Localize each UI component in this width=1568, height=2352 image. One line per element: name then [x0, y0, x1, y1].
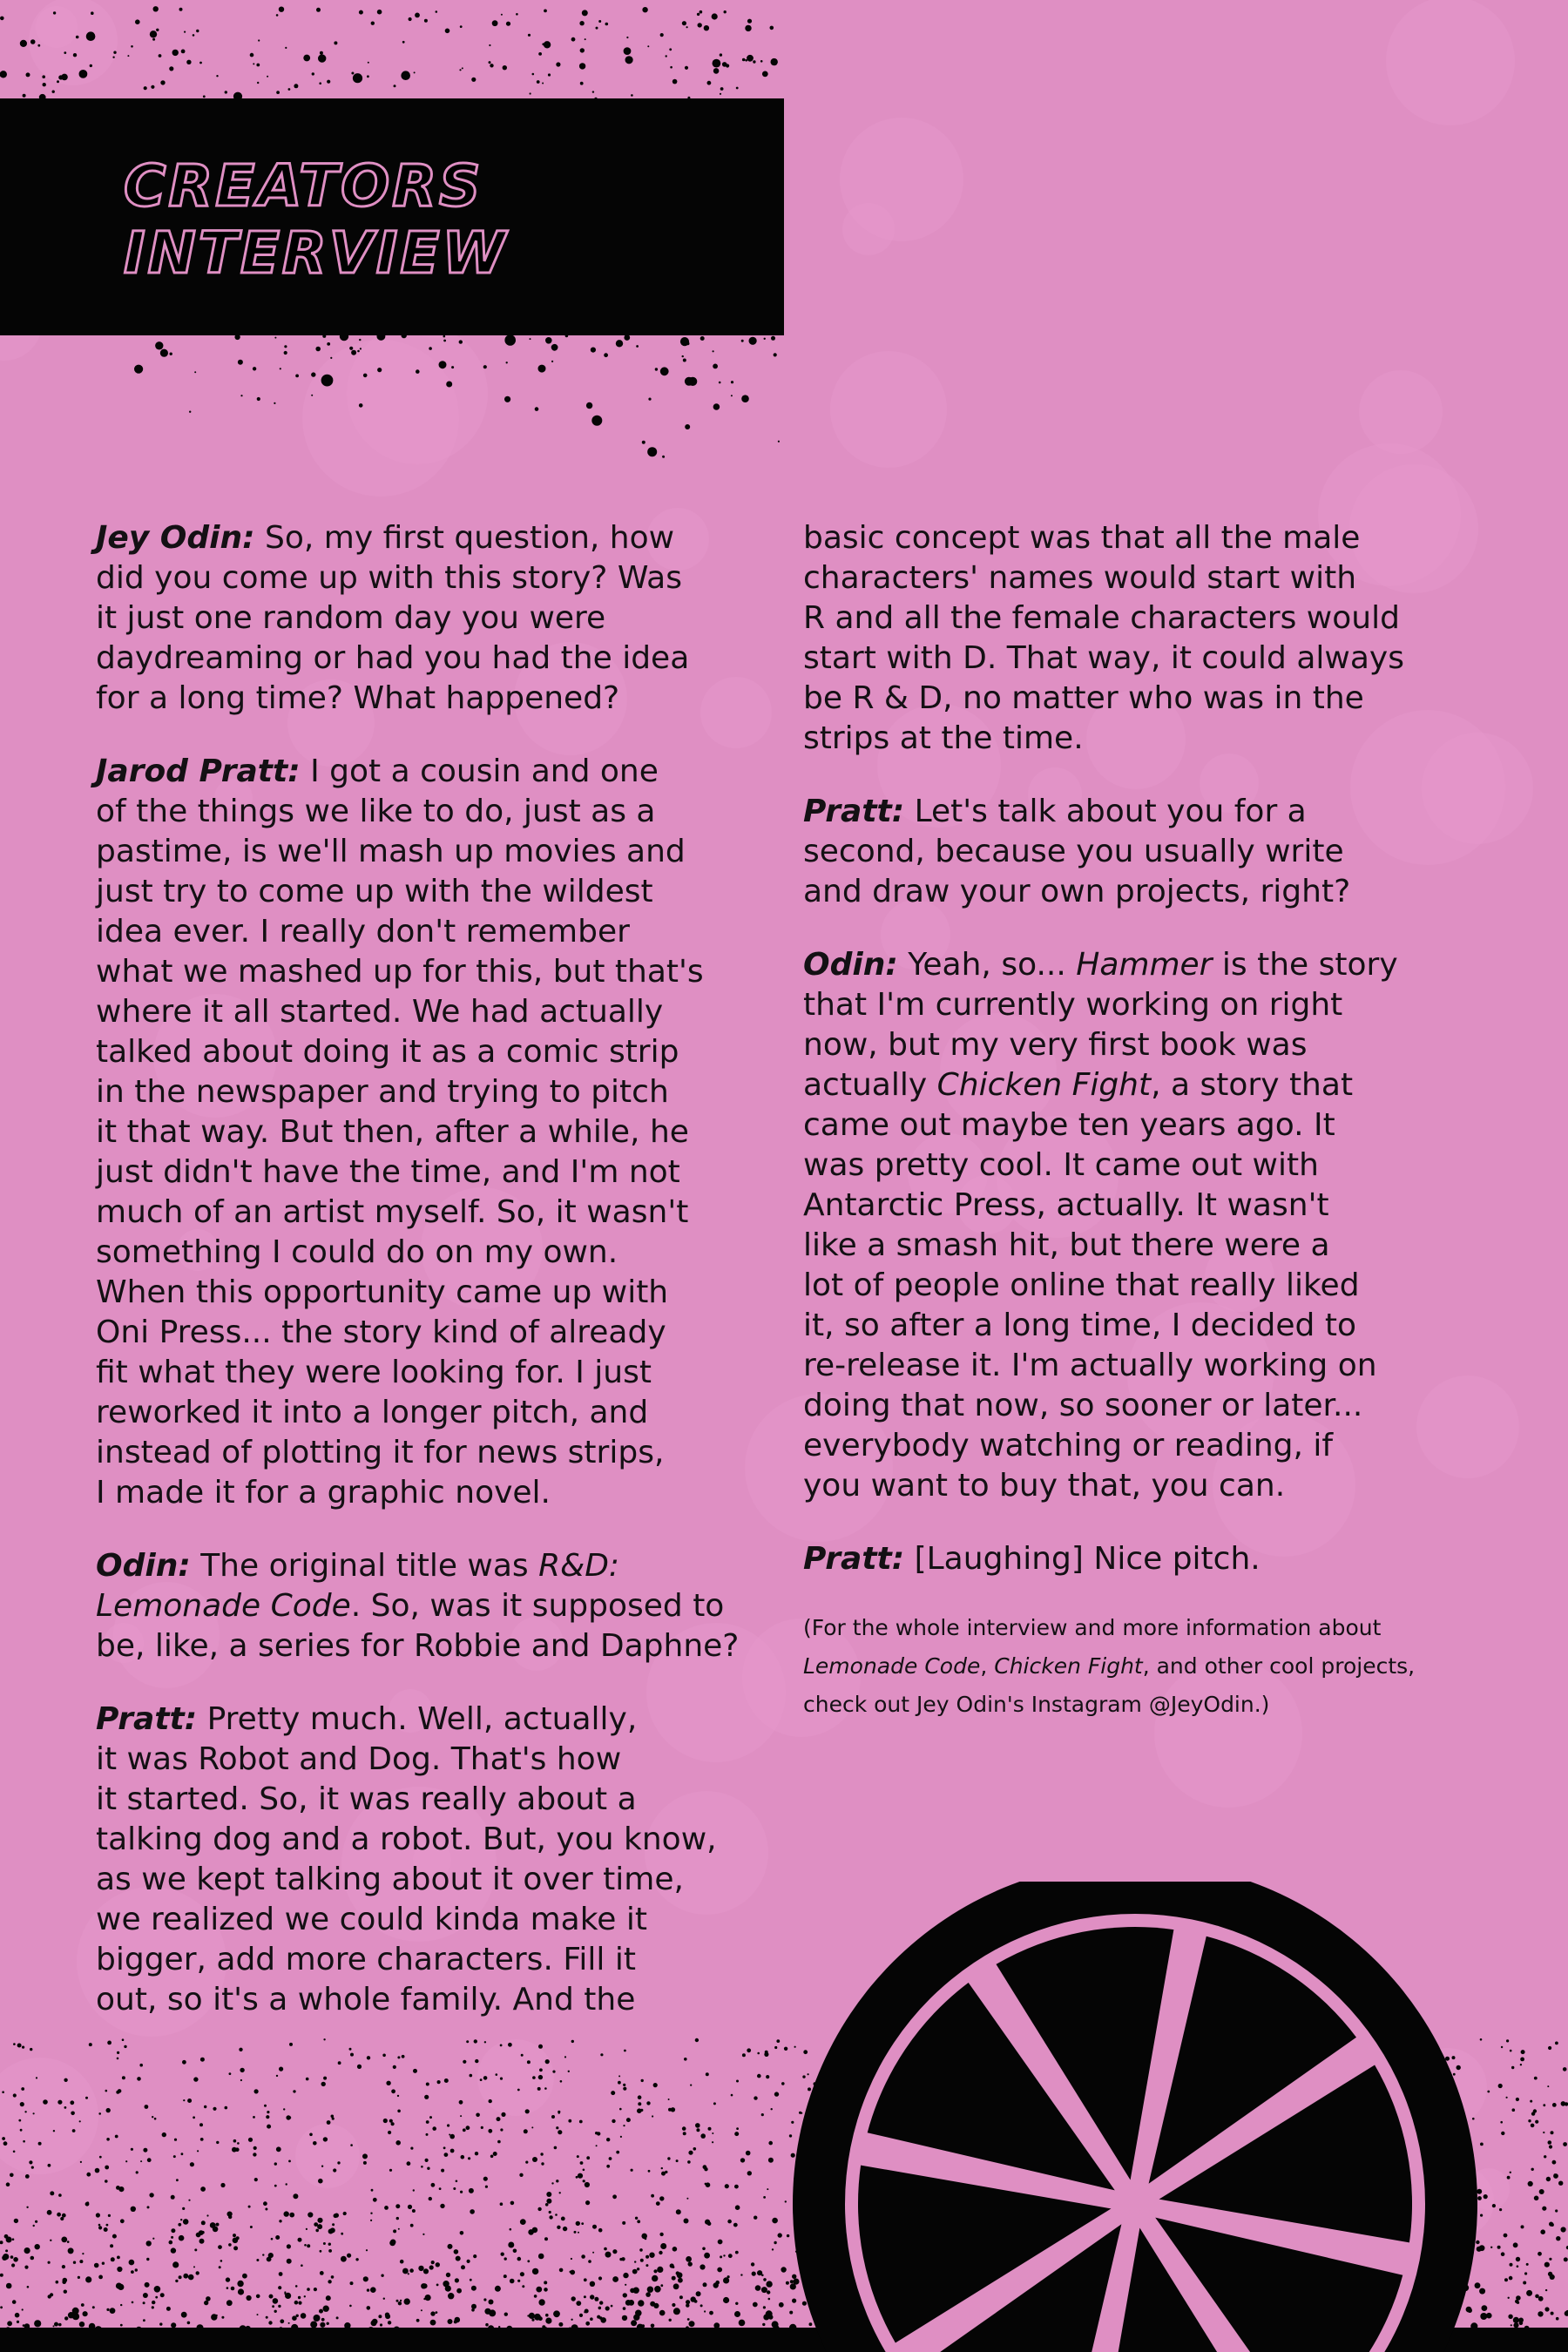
text-line: where it all started. We had actually: [96, 994, 664, 1030]
interview-paragraph: [96, 518, 767, 719]
text-line: ,: [980, 1653, 995, 1679]
book-title: R&D:: [538, 1548, 620, 1584]
text-line: it was Robot and Dog. That's how: [96, 1741, 622, 1777]
speaker-label: Odin:: [803, 947, 898, 983]
text-line: be, like, a series for Robbie and Daphne?: [96, 1628, 740, 1664]
text-line: bigger, add more characters. Fill it: [96, 1942, 636, 1977]
text-line: start with D. That way, it could always: [803, 640, 1404, 676]
text-line: it started. So, it was really about a: [96, 1781, 637, 1817]
text-line: it just one random day you were: [96, 600, 606, 636]
book-title: Lemonade Code: [96, 1588, 351, 1624]
text-line: like a smash hit, but there were a: [803, 1227, 1330, 1263]
text-line: for a long time? What happened?: [96, 680, 620, 716]
speaker-label: Jarod Pratt:: [96, 754, 301, 789]
text-line: Oni Press... the story kind of already: [96, 1315, 666, 1350]
speaker-label: Pratt:: [803, 794, 905, 829]
right-column: [803, 518, 1483, 1724]
text-line: just didn't have the time, and I'm not: [96, 1154, 680, 1190]
interview-paragraph: [803, 792, 1483, 912]
text-line: and draw your own projects, right?: [803, 874, 1351, 909]
speaker-label: Pratt:: [803, 1541, 905, 1577]
text-line: basic concept was that all the male: [803, 520, 1361, 556]
text-line: is the story: [1212, 947, 1398, 983]
book-title: Chicken Fight: [936, 1067, 1152, 1103]
interview-paragraph: [803, 945, 1483, 1506]
text-line: now, but my very first book was: [803, 1027, 1308, 1063]
text-line: So, my first question, how: [254, 520, 675, 556]
left-column: [96, 518, 767, 2053]
speaker-label: Pratt:: [96, 1701, 198, 1737]
interview-paragraph: [803, 1539, 1483, 1579]
lemon-slice-wheel-icon: [784, 1882, 1568, 2352]
text-line: re-release it. I'm actually working on: [803, 1348, 1377, 1383]
text-line: daydreaming or had you had the idea: [96, 640, 690, 676]
text-line: characters' names would start with: [803, 560, 1357, 596]
interview-paragraph: [96, 752, 767, 1513]
text-line: I got a cousin and one: [300, 754, 659, 789]
text-line: was pretty cool. It came out with: [803, 1147, 1319, 1183]
book-title: Lemonade Code: [803, 1653, 981, 1679]
speaker-label: Odin:: [96, 1548, 191, 1584]
text-line: instead of plotting it for news strips,: [96, 1435, 665, 1470]
text-line: actually: [803, 1067, 937, 1103]
page-title-line-2: INTERVIEW: [124, 220, 509, 287]
speaker-label: Jey Odin:: [96, 520, 255, 556]
text-line: , a story that: [1151, 1067, 1354, 1103]
footnote: [803, 1609, 1483, 1724]
interview-paragraph: [96, 1546, 767, 1666]
text-line: talking dog and a robot. But, you know,: [96, 1821, 717, 1857]
text-line: reworked it into a longer pitch, and: [96, 1395, 649, 1430]
text-line: Antarctic Press, actually. It wasn't: [803, 1187, 1329, 1223]
text-line: Pretty much. Well, actually,: [197, 1701, 638, 1737]
text-line: R and all the female characters would: [803, 600, 1400, 636]
text-line: I made it for a graphic novel.: [96, 1475, 551, 1511]
text-line: (For the whole interview and more information about: [803, 1615, 1382, 1640]
text-line: idea ever. I really don't remember: [96, 914, 630, 950]
text-line: lot of people online that really liked: [803, 1267, 1360, 1303]
text-line: The original title was: [190, 1548, 539, 1584]
text-line: everybody watching or reading, if: [803, 1428, 1334, 1463]
book-title: Chicken Fight: [994, 1653, 1143, 1679]
text-line: in the newspaper and trying to pitch: [96, 1074, 669, 1110]
text-line: it, so after a long time, I decided to: [803, 1308, 1356, 1343]
text-line: just try to come up with the wildest: [96, 874, 653, 909]
text-line: something I could do on my own.: [96, 1234, 618, 1270]
text-line: strips at the time.: [803, 720, 1084, 756]
interview-paragraph: [803, 518, 1483, 759]
text-line: you want to buy that, you can.: [803, 1468, 1286, 1504]
text-line: second, because you usually write: [803, 834, 1344, 869]
text-line: that I'm currently working on right: [803, 987, 1343, 1023]
interview-paragraph: [96, 1700, 767, 2020]
text-line: [Laughing] Nice pitch.: [904, 1541, 1260, 1577]
text-line: , and other cool projects,: [1142, 1653, 1416, 1679]
text-line: came out maybe ten years ago. It: [803, 1107, 1335, 1143]
text-line: . So, was it supposed to: [350, 1588, 725, 1624]
text-line: Yeah, so...: [897, 947, 1077, 983]
text-line: be R & D, no matter who was in the: [803, 680, 1364, 716]
text-line: When this opportunity came up with: [96, 1274, 669, 1310]
text-line: talked about doing it as a comic strip: [96, 1034, 679, 1070]
book-title: Hammer: [1076, 947, 1213, 983]
text-line: doing that now, so sooner or later...: [803, 1388, 1363, 1423]
text-line: did you come up with this story? Was: [96, 560, 682, 596]
text-line: out, so it's a whole family. And the: [96, 1982, 636, 2017]
text-line: as we kept talking about it over time,: [96, 1862, 684, 1897]
text-line: fit what they were looking for. I just: [96, 1355, 652, 1390]
text-line: we realized we could kinda make it: [96, 1902, 647, 1937]
text-line: pastime, is we'll mash up movies and: [96, 834, 686, 869]
text-line: of the things we like to do, just as a: [96, 794, 656, 829]
text-line: Let's talk about you for a: [904, 794, 1307, 829]
page-title-line-1: CREATORS: [124, 152, 483, 220]
text-line: it that way. But then, after a while, he: [96, 1114, 689, 1150]
text-line: what we mashed up for this, but that's: [96, 954, 704, 990]
text-line: much of an artist myself. So, it wasn't: [96, 1194, 689, 1230]
text-line: check out Jey Odin's Instagram @JeyOdin.): [803, 1692, 1270, 1717]
